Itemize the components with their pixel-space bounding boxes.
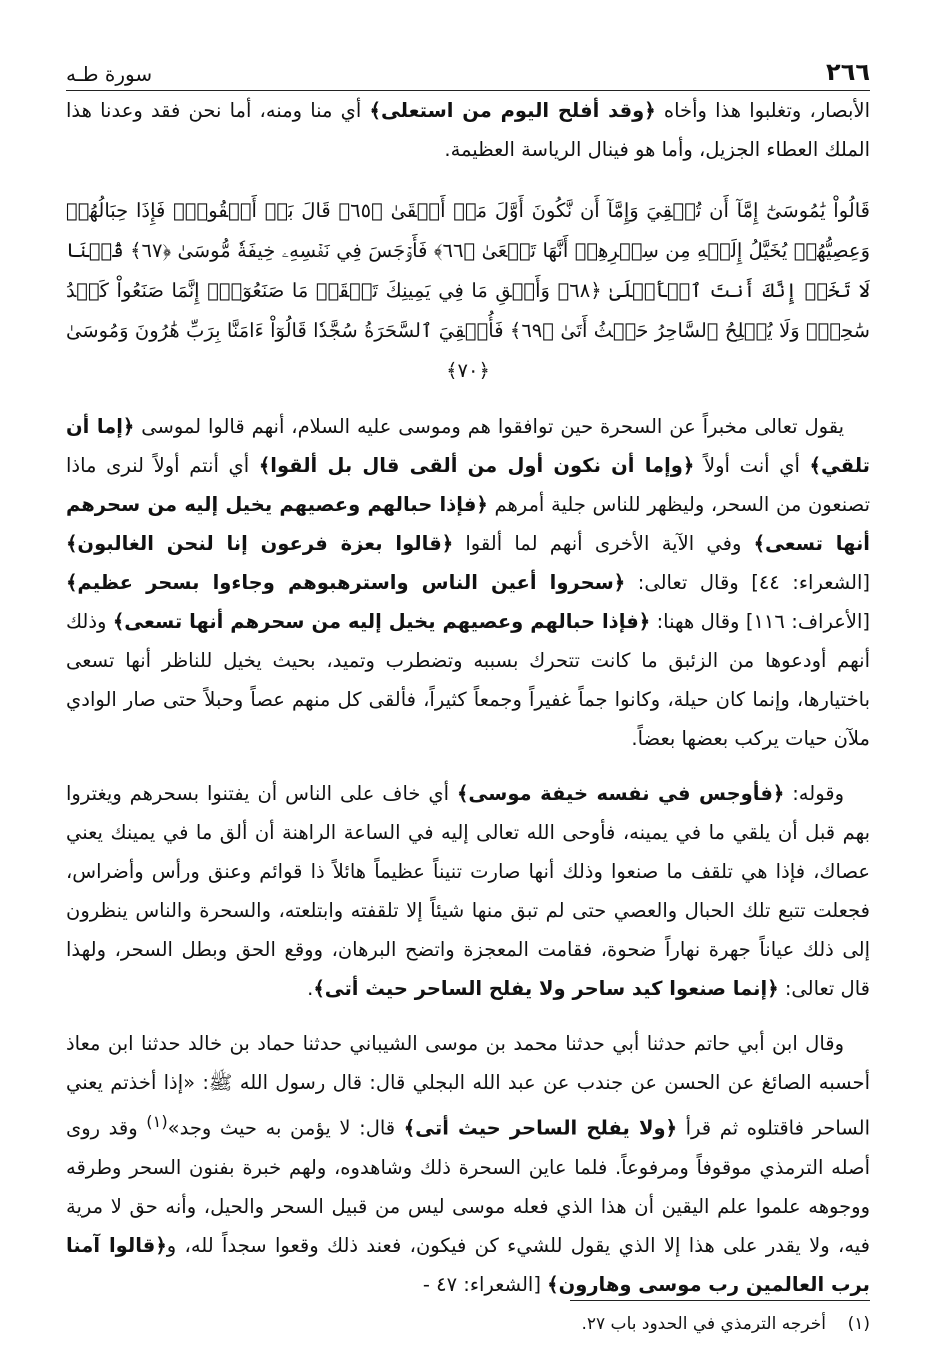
footnote-marker: (١) (146, 1112, 168, 1131)
tafsir-paragraph-3: وقال ابن أبي حاتم حدثنا أبي حدثنا محمد بن موسى الشيباني حدثنا حماد بن خالد حدثنا ابن معاذ أحسبه الصائغ عن الحسن عن جندب عن عبد الله البجلي قال: قال رسول الله ﷺ: «إذا أخذتم يعني الساحر فاقتلوه ثم قرأ ﴿ولا يفلح الساحر حيث أتى﴾ قال: لا يؤمن به حيث وجد»$^{(١)}$ وقد روى أصله الترمذي موقوفاً ومرفوعاً. فلما عاين السحرة ذلك وشاهدوه، ولهم خبرة بفنون السحر وطرقه ووجوهه علموا علم اليقين أن هذا الذي فعله موسى ليس من قبيل السحر والحيل، وأنه حق لا مرية فيه، ولا يقدر على هذا إلا الذي يقول للشيء كن فيكون، فعند ذلك وقعوا سجداً لله، و﴿قالوا آمنا برب العالمين رب موسى وهارون﴾ [الشعراء: ٤٧ - (66, 1032, 871, 1296)
quran-quote: ﴿فإذا حبالهم وعصيهم يخيل إليه من سحرهم أنها تسعى﴾ (66, 493, 870, 555)
quran-quote: ﴿إما أن تلقي﴾ (66, 415, 870, 477)
footnote-number: (١) (847, 1314, 870, 1334)
quran-quote: ﴿قالوا آمنا برب العالمين رب موسى وهارون﴾ (66, 1233, 870, 1296)
footnote-divider (570, 1300, 870, 1301)
page-number: ٢٦٦ (826, 58, 870, 86)
paragraph-continuation: الأبصار، وتغلبوا هذا وأخاه ﴿وقد أفلح اليوم من استعلى﴾ أي منا ومنه، أما نحن فقد وعدنا هذا الملك العطاء الجزيل، وأما هو فينال الرياسة العظيمة. (66, 99, 871, 161)
surah-name: سورة طـه (66, 62, 153, 86)
quran-quote: ﴿فإذا حبالهم وعصيهم يخيل إليه من سحرهم أنها تسعى﴾ (112, 610, 651, 633)
quran-quote: ﴿سحروا أعين الناس واسترهبوهم وجاءوا بسحر عظيم﴾ (66, 571, 626, 594)
tafsir-paragraph-1: يقول تعالى مخبراً عن السحرة حين توافقوا هم وموسى عليه السلام، أنهم قالوا لموسى ﴿إما أن تلقي﴾ أي أنت أولاً ﴿وإما أن نكون أول من ألقى قال بل ألقوا﴾ أي أنتم أولاً لنرى ماذا تصنعون من السحر، وليظهر للناس جلية أمرهم ﴿فإذا حبالهم وعصيهم يخيل إليه من سحرهم أنها تسعى﴾ وفي الآية الأخرى أنهم لما ألقوا ﴿قالوا بعزة فرعون إنا لنحن الغالبون﴾ [الشعراء: ٤٤] وقال تعالى: ﴿سحروا أعين الناس واسترهبوهم وجاءوا بسحر عظيم﴾ [الأعراف: ١١٦] وقال ههنا: ﴿فإذا حبالهم وعصيهم يخيل إليه من سحرهم أنها تسعى﴾ وذلك أنهم أودعوها من الزئبق ما كانت تتحرك بسببه وتضطرب وتميد، بحيث يخيل للناظر أنها تسعى باختيارها، وإنما كان حيلة، وكانوا جماً غفيراً وجمعاً كثيراً، فألقى كل منهم عصاً وحبلاً حتى صار الوادي ملآن حيات يركب بعضها بعضاً. (66, 415, 871, 750)
quran-quote: ﴿وإما أن نكون أول من ألقى قال بل ألقوا﴾ (258, 454, 695, 477)
quran-quote: ﴿إنما صنعوا كيد ساحر ولا يفلح الساحر حيث أتى﴾ (313, 977, 779, 1000)
page-header (66, 50, 870, 91)
quran-quote: ﴿قالوا بعزة فرعون إنا لنحن الغالبون﴾ (66, 532, 454, 555)
quran-verses-block: قَالُواْ يَٰمُوسَىٰٓ إِمَّآ أَن تُلۡقِيَ وَإِمَّآ أَن نَّكُونَ أَوَّلَ مَنۡ أَلۡقَىٰ ﴿٦٥﴾ قَالَ بَلۡ أَلۡقُواْۖ فَإِذَا حِبَالُهُمۡ وَعِصِيُّهُمۡ يُخَيَّلُ إِلَيۡهِ مِن سِحۡرِهِمۡ أَنَّهَا تَسۡعَىٰ ﴿٦٦﴾ فَأَوۡجَسَ فِي نَفۡسِهِۦ خِيفَةٗ مُّوسَىٰ ﴿٦٧﴾ قُلۡنَا لَا تَخَفۡ إِنَّكَ أَنتَ ٱلۡأَعۡلَىٰ ﴿٦٨﴾ وَأَلۡقِ مَا فِي يَمِينِكَ تَلۡقَفۡ مَا صَنَعُوٓاْۖ إِنَّمَا صَنَعُواْ كَيۡدُ سَٰحِرٖۖ وَلَا يُفۡلِحُ ٱلسَّاحِرُ حَيۡثُ أَتَىٰ ﴿٦٩﴾ فَأُلۡقِيَ ٱلسَّحَرَةُ سُجَّدٗا قَالُوٓاْ ءَامَنَّا بِرَبِّ هَٰرُونَ وَمُوسَىٰ ﴿٧٠﴾ (66, 199, 870, 382)
footnote (66, 1310, 870, 1338)
tafsir-paragraph-2: وقوله: ﴿فأوجس في نفسه خيفة موسى﴾ أي خاف على الناس أن يفتنوا بسحرهم ويغتروا بهم قبل أن يلقي ما في يمينه، فأوحى الله تعالى إليه في الساعة الراهنة أن ألق ما في يمينك يعني عصاك، فإذا هي تلقف ما صنعوا وذلك أنها صارت تنيناً عظيماً هائلاً ذا قوائم وعنق ورأس وأضراس، فجعلت تتبع تلك الحبال والعصي حتى لم تبق منها شيئاً إلا تلقفته وابتلعته، والسحرة والناس ينظرون إلى ذلك عياناً جهرة نهاراً ضحوة، فقامت المعجزة واتضح البرهان، ووقع الحق وبطل السحر، ولهذا قال تعالى: ﴿إنما صنعوا كيد ساحر ولا يفلح الساحر حيث أتى﴾. (66, 782, 870, 1000)
quran-quote: ﴿ولا يفلح الساحر حيث أتى﴾ (403, 1116, 678, 1140)
quran-quote: ﴿وقد أفلح اليوم من استعلى﴾ (369, 99, 656, 122)
quran-quote: ﴿فأوجس في نفسه خيفة موسى﴾ (457, 782, 785, 805)
footnote-text: أخرجه الترمذي في الحدود باب ٢٧. (581, 1314, 826, 1334)
